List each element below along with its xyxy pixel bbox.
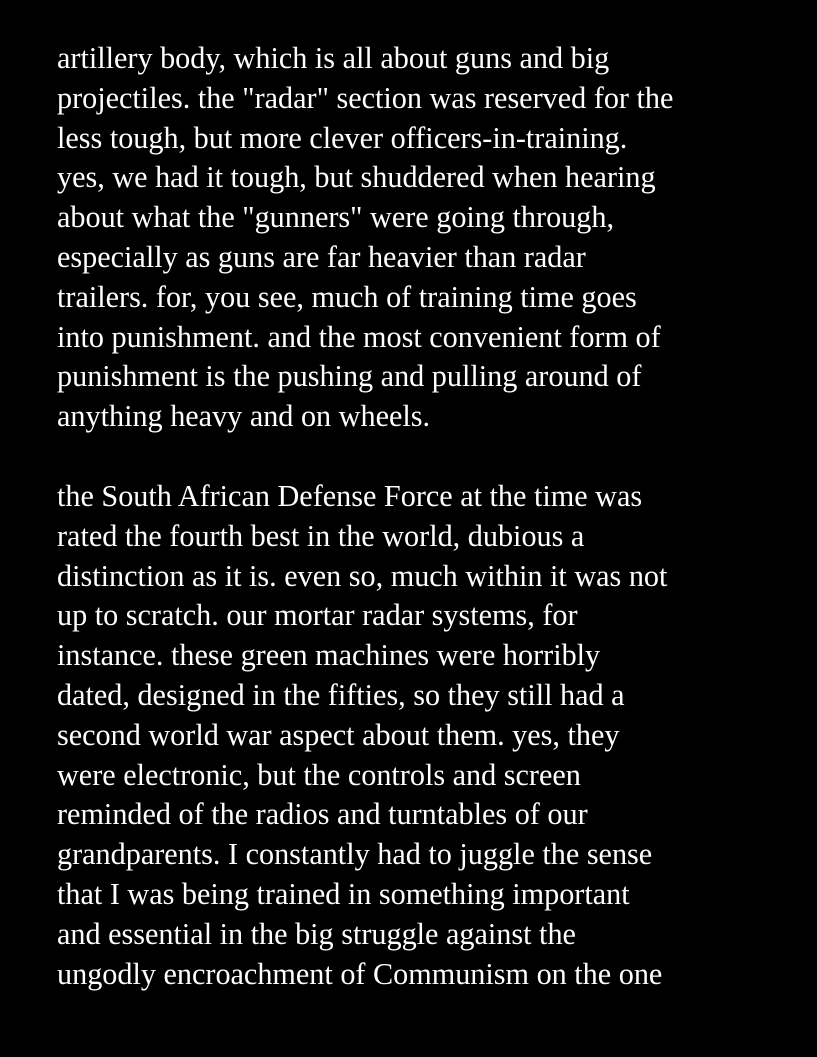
text-line: anything heavy and on wheels.	[57, 399, 431, 434]
text-line: grandparents. I constantly had to juggle the sense	[57, 837, 653, 872]
text-line: projectiles. the "radar" section was reserved for the	[57, 80, 674, 115]
text-line: were electronic, but the controls and screen	[57, 757, 581, 792]
text-line: less tough, but more clever officers-in-training.	[57, 120, 628, 155]
text-line: dated, designed in the fifties, so they still had a	[57, 677, 625, 712]
text-line: second world war aspect about them. yes, they	[57, 717, 620, 752]
text-line: up to scratch. our mortar radar systems, for	[57, 598, 578, 633]
text-line: the South African Defense Force at the time was	[57, 479, 643, 513]
text-line: especially as guns are far heavier than radar	[57, 239, 586, 274]
paragraph-1	[57, 39, 797, 437]
text-line: reminded of the radios and turntables of our	[57, 797, 588, 832]
text-line: that I was being trained in something important	[57, 876, 630, 911]
text-line: about what the "gunners" were going through,	[57, 200, 614, 235]
text-line: trailers. for, you see, much of training time goes	[57, 279, 637, 314]
text-line: instance. these green machines were horribly	[57, 638, 601, 673]
paragraph-2	[57, 477, 797, 994]
text-line: ungodly encroachment of Communism on the one	[57, 956, 663, 991]
text-line: distinction as it is. even so, much within it was not	[57, 558, 668, 593]
text-line: artillery body, which is all about guns and big	[57, 41, 610, 75]
text-line: yes, we had it tough, but shuddered when hearing	[57, 160, 656, 195]
text-line: and essential in the big struggle against the	[57, 916, 576, 951]
text-line: punishment is the pushing and pulling around of	[57, 359, 642, 394]
text-line: rated the fourth best in the world, dubious a	[57, 518, 585, 553]
text-line: into punishment. and the most convenient form of	[57, 319, 661, 354]
